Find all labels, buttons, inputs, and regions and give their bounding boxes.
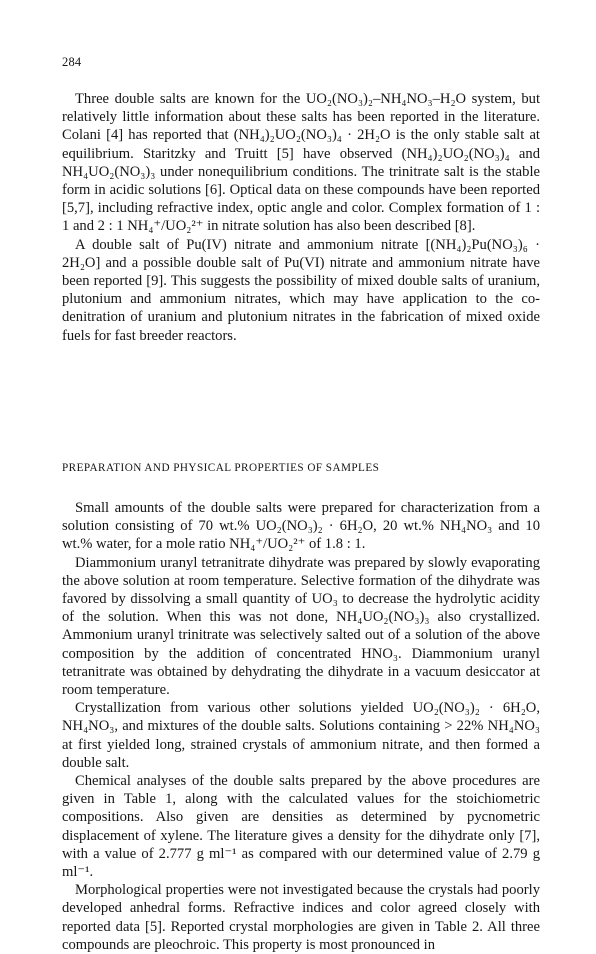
intro-paragraph: Three double salts are known for the UO₂(NO₃)₂–NH₄NO₃–H₂O system, but relatively little information about these salts has been reported in the literature. Colani [4] has reported that (NH₄)₂UO₂(NO₃)₄ · 2H₂O is the only stable salt at equilibrium. Staritzky and Truitt [5] have observed (NH₄)₂UO₂(NO₃)₄ and NH₄UO₂(NO₃)₃ under nonequilibrium conditions. The trinitrate salt is the stable form in acidic solutions [6]. Optical data on these compounds have been reported [5,7], including refractive index, optic angle and color. Complex formation of 1 : 1 and 2 : 1 NH₄⁺/UO₂²⁺ in nitrate solution has also been described [8]. (62, 91, 540, 235)
section-heading: PREPARATION AND PHYSICAL PROPERTIES OF SAMPLES (62, 462, 380, 474)
section-paragraph: Crystallization from various other solutions yielded UO₂(NO₃)₂ · 6H₂O, NH₄NO₃, and mixtures of the double salts. Solutions containing > 22% NH₄NO₃ at first yielded long, strained crystals of ammonium nitrate, and then formed a double salt. (62, 700, 540, 771)
preparation-section (62, 499, 540, 954)
section-paragraph: Small amounts of the double salts were prepared for characterization from a solution consisting of 70 wt.% UO₂(NO₃)₂ · 6H₂O, 20 wt.% NH₄NO₃ and 10 wt.% water, for a mole ratio NH₄⁺/UO₂²⁺ of 1.8 : 1. (62, 500, 540, 553)
section-paragraph: Morphological properties were not investigated because the crystals had poorly developed anhedral forms. Refractive indices and color agreed closely with reported data [5]. Reported crystal morphologies are given in Table 2. All three compounds are pleochroic. This property is most pronounced in (62, 882, 540, 953)
section-paragraph: Chemical analyses of the double salts prepared by the above procedures are given in Table 1, along with the calculated values for the stoichiometric compositions. Also given are densities as determined by pycnometric displacement of xylene. The literature gives a density for the dihydrate only [7], with a value of 2.777 g ml⁻¹ as compared with our determined value of 2.79 g ml⁻¹. (62, 773, 540, 881)
intro-paragraph: A double salt of Pu(IV) nitrate and ammonium nitrate [(NH₄)₂Pu(NO₃)₆ · 2H₂O] and a possible double salt of Pu(VI) nitrate and ammonium nitrate have been reported [9]. This suggests the possibility of mixed double salts of uranium, plutonium and ammonium nitrates, which may have application to the co-denitration of uranium and plutonium nitrates in the fabrication of mixed oxide fuels for fast breeder reactors. (62, 236, 540, 344)
intro-section (62, 90, 540, 345)
section-paragraph: Diammonium uranyl tetranitrate dihydrate was prepared by slowly evaporating the above solution at room temperature. Selective formation of the dihydrate was favored by dissolving a small quantity of UO₃ to decrease the hydrolytic acidity of the solution. When this was not done, NH₄UO₂(NO₃)₃ also crystallized. Ammonium uranyl trinitrate was selectively salted out of a solution of the above composition by the addition of concentrated HNO₃. Diammonium uranyl tetranitrate was obtained by dehydrating the dihydrate in a vacuum desiccator at room temperature. (62, 554, 540, 699)
page-number: 284 (62, 55, 82, 69)
